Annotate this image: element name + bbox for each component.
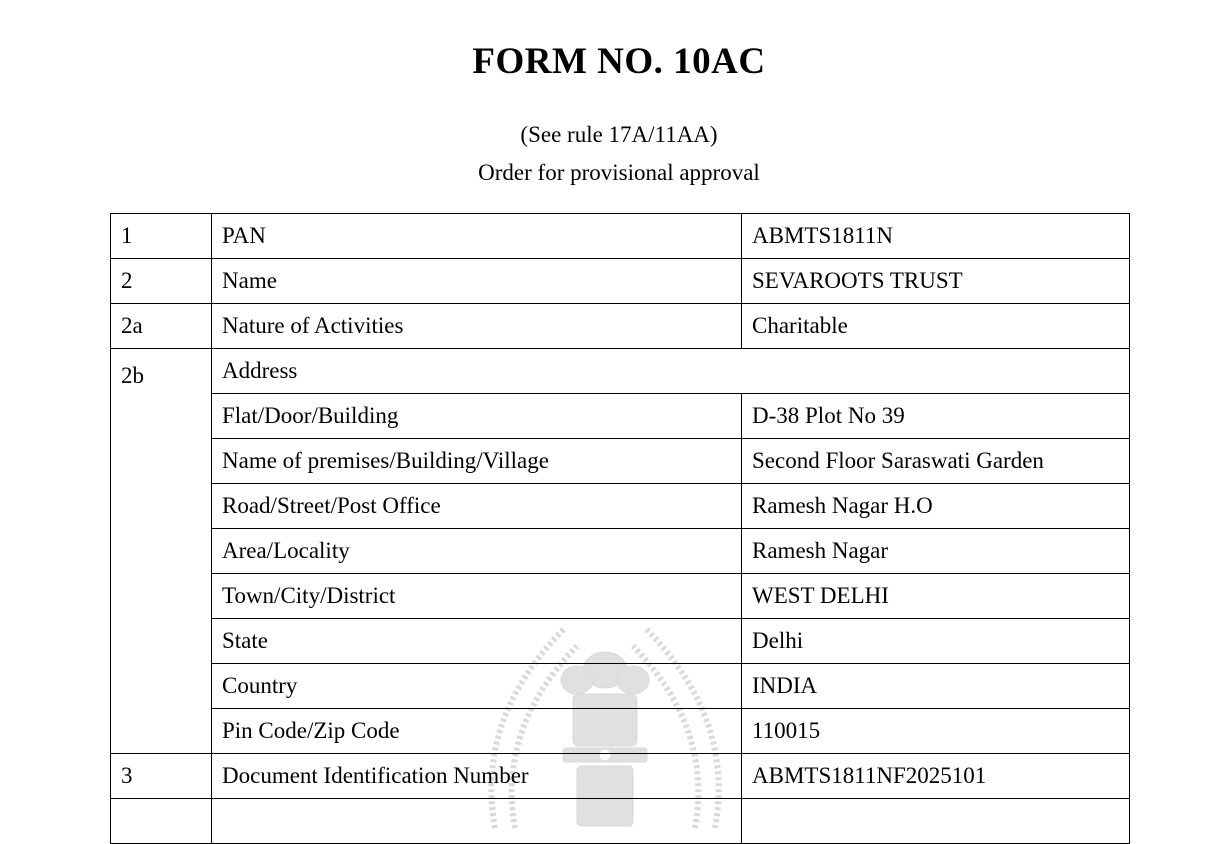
field-label: Road/Street/Post Office bbox=[212, 484, 742, 529]
row-number: 2 bbox=[111, 259, 212, 304]
table-row bbox=[111, 754, 1130, 799]
field-value: D-38 Plot No 39 bbox=[742, 394, 1130, 439]
row-number: 1 bbox=[111, 214, 212, 259]
field-label: Area/Locality bbox=[212, 529, 742, 574]
field-value: Second Floor Saraswati Garden bbox=[742, 439, 1130, 484]
field-label: Document Identification Number bbox=[212, 754, 742, 799]
field-label: Nature of Activities bbox=[212, 304, 742, 349]
table-row bbox=[111, 484, 1130, 529]
table-row bbox=[111, 709, 1130, 754]
field-value: Charitable bbox=[742, 304, 1130, 349]
field-label: Pin Code/Zip Code bbox=[212, 709, 742, 754]
table-row bbox=[111, 529, 1130, 574]
field-label: Country bbox=[212, 664, 742, 709]
field-value: Delhi bbox=[742, 619, 1130, 664]
field-value: ABMTS1811N bbox=[742, 214, 1130, 259]
section-label-address: Address bbox=[212, 349, 1130, 394]
field-label: Town/City/District bbox=[212, 574, 742, 619]
field-value: WEST DELHI bbox=[742, 574, 1130, 619]
field-label: Name of premises/Building/Village bbox=[212, 439, 742, 484]
field-label: Flat/Door/Building bbox=[212, 394, 742, 439]
row-number: 2a bbox=[111, 304, 212, 349]
table-row bbox=[111, 214, 1130, 259]
field-label: State bbox=[212, 619, 742, 664]
field-value: Ramesh Nagar bbox=[742, 529, 1130, 574]
form-title: FORM NO. 10AC bbox=[472, 41, 766, 82]
field-value: INDIA bbox=[742, 664, 1130, 709]
table-row bbox=[111, 574, 1130, 619]
table-row bbox=[111, 619, 1130, 664]
field-value: Ramesh Nagar H.O bbox=[742, 484, 1130, 529]
table-row bbox=[111, 664, 1130, 709]
table-row bbox=[111, 799, 1130, 844]
field-label: Name bbox=[212, 259, 742, 304]
field-value: SEVAROOTS TRUST bbox=[742, 259, 1130, 304]
row-number: 3 bbox=[111, 754, 212, 799]
field-value: 110015 bbox=[742, 709, 1130, 754]
table-row bbox=[111, 304, 1130, 349]
form-subtitle: Order for provisional approval bbox=[478, 160, 760, 185]
form-table bbox=[110, 213, 1130, 844]
table-row bbox=[111, 439, 1130, 484]
rule-reference: (See rule 17A/11AA) bbox=[520, 122, 718, 147]
table-row bbox=[111, 349, 1130, 394]
table-row bbox=[111, 259, 1130, 304]
field-label: PAN bbox=[212, 214, 742, 259]
table-row bbox=[111, 394, 1130, 439]
row-number: 2b bbox=[111, 349, 212, 754]
field-value: ABMTS1811NF2025101 bbox=[742, 754, 1130, 799]
